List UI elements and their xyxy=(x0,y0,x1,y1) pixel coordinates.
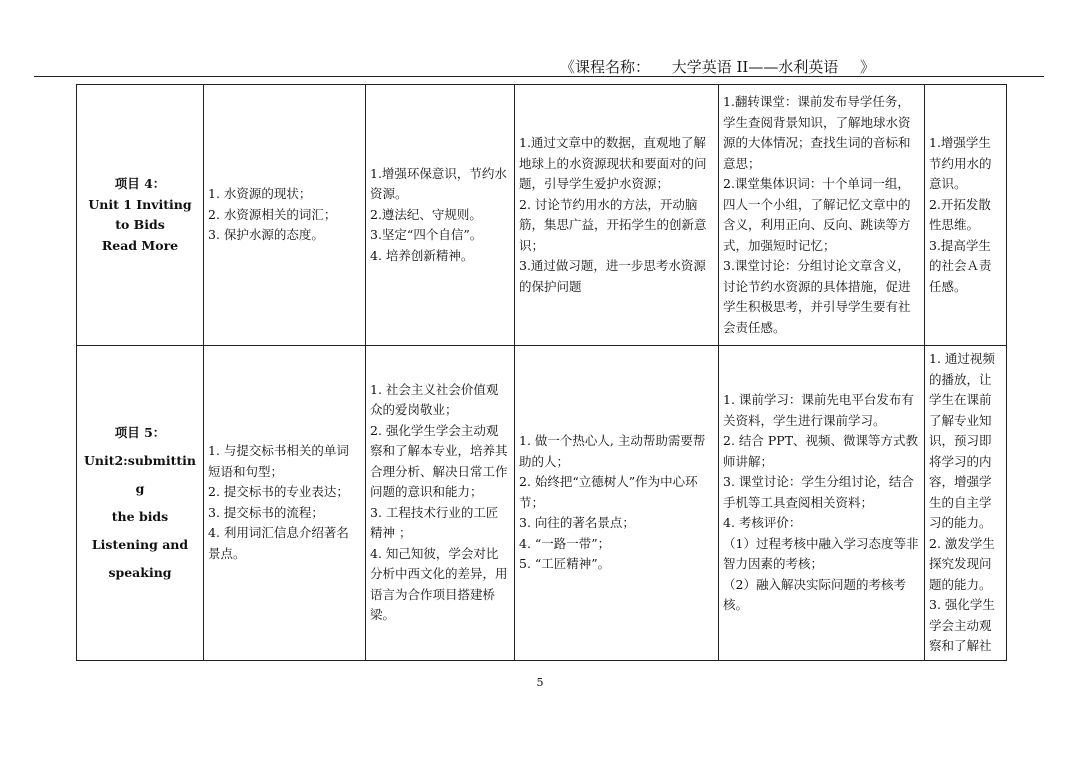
course-name: 大学英语 II——水利英语 xyxy=(650,58,860,77)
list-item: 2. 水资源相关的词汇； xyxy=(208,206,337,222)
course-header-prefix: 《课程名称： xyxy=(560,58,651,76)
list-item: 2. 讨论节约用水的方法，开动脑筋，集思广益，开拓学生的创新意识； xyxy=(519,196,707,253)
course-plan-table xyxy=(76,84,1007,661)
unit-line: Unit2:submitting xyxy=(83,452,197,496)
list-item: （2）融入解决实际问题的考核考核。 xyxy=(723,576,906,612)
list-item: 4. 培养创新精神。 xyxy=(370,247,474,263)
list-item: 3. 强化学生学会主动观察和了解社 xyxy=(929,597,995,653)
effects-cell xyxy=(925,346,1007,661)
list-item: （1）过程考核中融入学习态度等非智力因素的考核； xyxy=(723,535,919,571)
list-item: 4. 利用词汇信息介绍著名景点。 xyxy=(208,525,349,561)
list-item: 4. “一路一带”； xyxy=(519,535,611,551)
elements-cell xyxy=(515,346,719,661)
list-item: 1. 社会主义社会价值观众的爱岗敬业； xyxy=(370,381,499,418)
knowledge-cell xyxy=(204,85,366,346)
list-item: 1.增强学生节约用水的意识。 xyxy=(929,135,992,191)
list-item: 2. 结合 PPT、视频、微课等方式教师讲解； xyxy=(723,433,919,469)
list-item: 3. 课堂讨论：学生分组讨论，结合手机等工具查阅相关资料； xyxy=(723,474,914,510)
list-item: 3. 工程技术行业的工匠精神 ； xyxy=(370,504,499,541)
list-item: 1. 与提交标书相关的单词短语和句型； xyxy=(208,443,349,479)
unit-line: 项目 5： xyxy=(114,424,166,440)
list-item: 2.遵法纪、守规则。 xyxy=(370,206,482,222)
effects-cell xyxy=(925,85,1007,346)
list-item: 4. 考核评价： xyxy=(723,515,802,530)
list-item: 2. 强化学生学会主动观察和了解本专业，培养其合理分析、解决日常工作问题的意识和能力； xyxy=(370,422,508,500)
goals-cell xyxy=(366,346,515,661)
list-item: 2.开拓发散性思维。 xyxy=(929,196,991,232)
knowledge-cell xyxy=(204,346,366,661)
list-item: 1.通过文章中的数据，直观地了解地球上的水资源现状和要面对的问题，引导学生爱护水资源； xyxy=(519,135,707,191)
list-item: 1.增强环保意识，节约水资源。 xyxy=(370,165,507,202)
list-item: 1. 课前学习：课前先电平台发布有关资料，学生进行课前学习。 xyxy=(723,392,914,428)
unit-line: 项目 4： xyxy=(114,176,166,191)
methods-cell xyxy=(719,346,925,661)
methods-cell xyxy=(719,85,925,346)
list-item: 3.坚定“四个自信”。 xyxy=(370,227,483,243)
list-item: 4. 知己知彼，学会对比分析中西文化的差异，用语言为合作项目搭建桥梁。 xyxy=(370,545,508,623)
list-item: 2. 提交标书的专业表达； xyxy=(208,484,349,500)
unit-cell xyxy=(77,85,204,346)
list-item: 5. “工匠精神”。 xyxy=(519,556,611,571)
list-item: 2. 始终把“立德树人”作为中心环节； xyxy=(519,474,698,510)
course-header xyxy=(560,56,980,78)
course-header-suffix: 》 xyxy=(860,58,876,76)
list-item: 3. 向往的著名景点； xyxy=(519,515,635,530)
list-item: 3. 保护水源的态度。 xyxy=(208,227,324,243)
unit-line: the bids xyxy=(111,508,169,524)
list-item: 3.课堂讨论：分组讨论文章含义，讨论节约水资源的具体措施，促进学生积极思考，并引导学生要有社会责任感。 xyxy=(723,258,911,335)
unit-line: to Bids xyxy=(115,217,165,232)
list-item: 1. 水资源的现状； xyxy=(208,186,312,202)
list-item: 2. 激发学生探究发现问题的能力。 xyxy=(929,535,995,592)
list-item: 3.通过做习题，进一步思考水资源的保护问题 xyxy=(519,258,706,294)
unit-line: Listening and xyxy=(91,536,189,552)
list-item: 3.提高学生的社会Ａ责任感。 xyxy=(929,237,992,294)
table-row xyxy=(77,85,1007,346)
list-item: 1.翻转课堂：课前发布导学任务，学生查阅背景知识，了解地球水资源的大体情况；查找生词的音标和意思； xyxy=(723,94,911,171)
goals-cell xyxy=(366,85,515,346)
unit-cell xyxy=(77,346,204,661)
unit-line: Read More xyxy=(101,237,179,253)
unit-line: speaking xyxy=(108,564,172,580)
table-row xyxy=(77,346,1007,661)
list-item: 1. 做一个热心人, 主动帮助需要帮助的人； xyxy=(519,433,706,469)
list-item: 3. 提交标书的流程； xyxy=(208,504,324,520)
page-number: 5 xyxy=(536,676,544,689)
list-item: 1. 通过视频的播放，让学生在课前了解专业知识，预习即将学习的内容，增强学生的自主学习的能力。 xyxy=(929,351,995,530)
header-rule xyxy=(34,76,1044,77)
list-item: 2.课堂集体识词：十个单词一组，四人一个小组，了解记忆文章中的含义，利用正向、反向、跳读等方式，加强短时记忆； xyxy=(723,176,911,253)
unit-line: Unit 1 Inviting xyxy=(88,196,192,212)
elements-cell xyxy=(515,85,719,346)
